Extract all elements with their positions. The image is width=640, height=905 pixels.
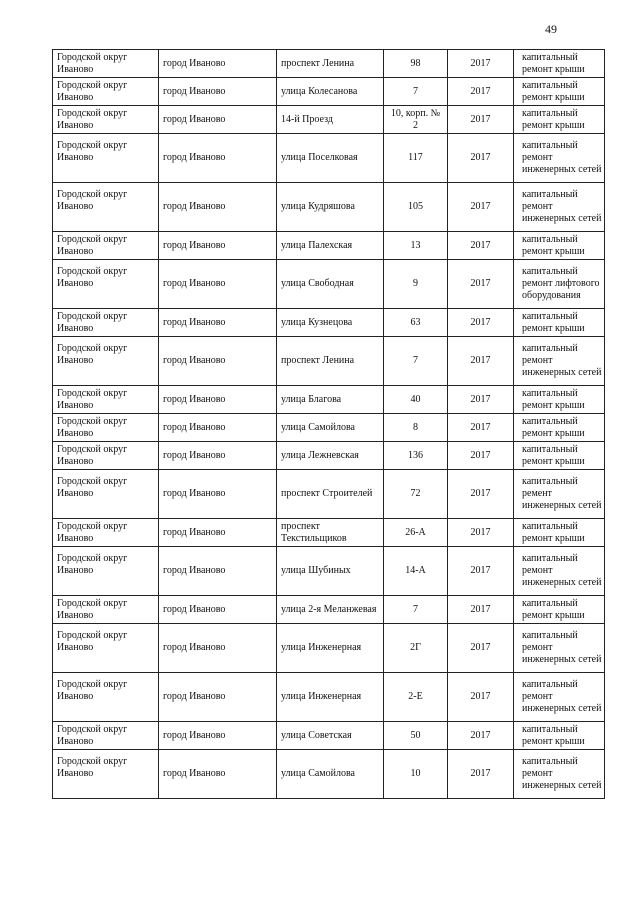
work-type-cell: капитальный ремонт крыши bbox=[514, 78, 605, 106]
year-cell: 2017 bbox=[448, 183, 514, 232]
house-number-cell: 98 bbox=[384, 50, 448, 78]
year-cell: 2017 bbox=[448, 470, 514, 519]
street-cell: улица Самойлова bbox=[277, 750, 384, 799]
year-cell: 2017 bbox=[448, 519, 514, 547]
municipality-cell: Городской округ Иваново bbox=[53, 260, 159, 309]
work-type-cell: капитальный ремонт инженерных сетей bbox=[514, 750, 605, 799]
table-row bbox=[53, 232, 605, 260]
street-cell: проспект Ленина bbox=[277, 337, 384, 386]
settlement-cell: город Иваново bbox=[159, 78, 277, 106]
table-row bbox=[53, 547, 605, 596]
house-number-cell: 2-Е bbox=[384, 673, 448, 722]
table-row bbox=[53, 673, 605, 722]
table-row bbox=[53, 337, 605, 386]
work-type-cell: капитальный ремонт крыши bbox=[514, 414, 605, 442]
work-type-cell: капитальный ремонт крыши bbox=[514, 106, 605, 134]
work-type-cell: капитальный ремонт крыши bbox=[514, 519, 605, 547]
table-row bbox=[53, 722, 605, 750]
table-row bbox=[53, 596, 605, 624]
street-cell: улица Поселковая bbox=[277, 134, 384, 183]
settlement-cell: город Иваново bbox=[159, 260, 277, 309]
table-body bbox=[53, 50, 605, 799]
settlement-cell: город Иваново bbox=[159, 624, 277, 673]
settlement-cell: город Иваново bbox=[159, 442, 277, 470]
street-cell: улица Кудряшова bbox=[277, 183, 384, 232]
settlement-cell: город Иваново bbox=[159, 134, 277, 183]
work-type-cell: капитальный ремонт крыши bbox=[514, 50, 605, 78]
year-cell: 2017 bbox=[448, 750, 514, 799]
settlement-cell: город Иваново bbox=[159, 470, 277, 519]
municipality-cell: Городской округ Иваново bbox=[53, 386, 159, 414]
house-number-cell: 7 bbox=[384, 337, 448, 386]
street-cell: проспект Строителей bbox=[277, 470, 384, 519]
table-row bbox=[53, 134, 605, 183]
municipality-cell: Городской округ Иваново bbox=[53, 414, 159, 442]
work-type-cell: капитальный ремонт инженерных сетей bbox=[514, 624, 605, 673]
work-type-cell: капитальный ремонт крыши bbox=[514, 442, 605, 470]
municipality-cell: Городской округ Иваново bbox=[53, 519, 159, 547]
street-cell: улица Шубиных bbox=[277, 547, 384, 596]
work-type-cell: капитальный ремонт крыши bbox=[514, 309, 605, 337]
settlement-cell: город Иваново bbox=[159, 232, 277, 260]
house-number-cell: 50 bbox=[384, 722, 448, 750]
table-row bbox=[53, 624, 605, 673]
year-cell: 2017 bbox=[448, 673, 514, 722]
house-number-cell: 105 bbox=[384, 183, 448, 232]
repair-schedule-table bbox=[52, 49, 605, 799]
municipality-cell: Городской округ Иваново bbox=[53, 442, 159, 470]
street-cell: улица 2-я Меланжевая bbox=[277, 596, 384, 624]
settlement-cell: город Иваново bbox=[159, 750, 277, 799]
house-number-cell: 7 bbox=[384, 596, 448, 624]
work-type-cell: капитальный ремонт инженерных сетей bbox=[514, 673, 605, 722]
street-cell: улица Кузнецова bbox=[277, 309, 384, 337]
street-cell: улица Лежневская bbox=[277, 442, 384, 470]
table-row bbox=[53, 78, 605, 106]
house-number-cell: 7 bbox=[384, 78, 448, 106]
year-cell: 2017 bbox=[448, 260, 514, 309]
table-row bbox=[53, 442, 605, 470]
year-cell: 2017 bbox=[448, 624, 514, 673]
street-cell: улица Советская bbox=[277, 722, 384, 750]
year-cell: 2017 bbox=[448, 337, 514, 386]
table-row bbox=[53, 309, 605, 337]
work-type-cell: капитальный ремент инженерных сетей bbox=[514, 470, 605, 519]
street-cell: улица Самойлова bbox=[277, 414, 384, 442]
municipality-cell: Городской округ Иваново bbox=[53, 337, 159, 386]
table-row bbox=[53, 183, 605, 232]
street-cell: улица Палехская bbox=[277, 232, 384, 260]
house-number-cell: 2Г bbox=[384, 624, 448, 673]
table-row bbox=[53, 386, 605, 414]
settlement-cell: город Иваново bbox=[159, 519, 277, 547]
settlement-cell: город Иваново bbox=[159, 386, 277, 414]
municipality-cell: Городской округ Иваново bbox=[53, 309, 159, 337]
municipality-cell: Городской округ Иваново bbox=[53, 50, 159, 78]
year-cell: 2017 bbox=[448, 106, 514, 134]
settlement-cell: город Иваново bbox=[159, 673, 277, 722]
street-cell: улица Колесанова bbox=[277, 78, 384, 106]
settlement-cell: город Иваново bbox=[159, 106, 277, 134]
year-cell: 2017 bbox=[448, 547, 514, 596]
municipality-cell: Городской округ Иваново bbox=[53, 78, 159, 106]
year-cell: 2017 bbox=[448, 414, 514, 442]
house-number-cell: 13 bbox=[384, 232, 448, 260]
table-row bbox=[53, 106, 605, 134]
municipality-cell: Городской округ Иваново bbox=[53, 596, 159, 624]
house-number-cell: 10 bbox=[384, 750, 448, 799]
house-number-cell: 8 bbox=[384, 414, 448, 442]
work-type-cell: капитальный ремонт крыши bbox=[514, 386, 605, 414]
year-cell: 2017 bbox=[448, 50, 514, 78]
house-number-cell: 136 bbox=[384, 442, 448, 470]
house-number-cell: 117 bbox=[384, 134, 448, 183]
year-cell: 2017 bbox=[448, 78, 514, 106]
house-number-cell: 10, корп. № 2 bbox=[384, 106, 448, 134]
municipality-cell: Городской округ Иваново bbox=[53, 470, 159, 519]
year-cell: 2017 bbox=[448, 442, 514, 470]
year-cell: 2017 bbox=[448, 232, 514, 260]
house-number-cell: 72 bbox=[384, 470, 448, 519]
table-row bbox=[53, 519, 605, 547]
municipality-cell: Городской округ Иваново bbox=[53, 134, 159, 183]
municipality-cell: Городской округ Иваново bbox=[53, 232, 159, 260]
year-cell: 2017 bbox=[448, 309, 514, 337]
work-type-cell: капитальный ремонт инженерных сетей bbox=[514, 547, 605, 596]
settlement-cell: город Иваново bbox=[159, 596, 277, 624]
street-cell: 14-й Проезд bbox=[277, 106, 384, 134]
settlement-cell: город Иваново bbox=[159, 337, 277, 386]
street-cell: проспект Ленина bbox=[277, 50, 384, 78]
municipality-cell: Городской округ Иваново bbox=[53, 673, 159, 722]
municipality-cell: Городской округ Иваново bbox=[53, 750, 159, 799]
work-type-cell: капитальный ремонт крыши bbox=[514, 722, 605, 750]
year-cell: 2017 bbox=[448, 596, 514, 624]
year-cell: 2017 bbox=[448, 386, 514, 414]
house-number-cell: 14-А bbox=[384, 547, 448, 596]
settlement-cell: город Иваново bbox=[159, 309, 277, 337]
table-row bbox=[53, 414, 605, 442]
municipality-cell: Городской округ Иваново bbox=[53, 624, 159, 673]
year-cell: 2017 bbox=[448, 722, 514, 750]
municipality-cell: Городской округ Иваново bbox=[53, 547, 159, 596]
settlement-cell: город Иваново bbox=[159, 414, 277, 442]
page-number: 49 bbox=[545, 22, 557, 36]
work-type-cell: капитальный ремонт инженерных сетей bbox=[514, 134, 605, 183]
street-cell: улица Инженерная bbox=[277, 673, 384, 722]
settlement-cell: город Иваново bbox=[159, 722, 277, 750]
street-cell: улица Свободная bbox=[277, 260, 384, 309]
work-type-cell: капитальный ремонт инженерных сетей bbox=[514, 183, 605, 232]
street-cell: проспект Текстильщиков bbox=[277, 519, 384, 547]
municipality-cell: Городской округ Иваново bbox=[53, 106, 159, 134]
municipality-cell: Городской округ Иваново bbox=[53, 183, 159, 232]
year-cell: 2017 bbox=[448, 134, 514, 183]
house-number-cell: 63 bbox=[384, 309, 448, 337]
municipality-cell: Городской округ Иваново bbox=[53, 722, 159, 750]
table-row bbox=[53, 470, 605, 519]
house-number-cell: 40 bbox=[384, 386, 448, 414]
house-number-cell: 9 bbox=[384, 260, 448, 309]
work-type-cell: капитальный ремонт крыши bbox=[514, 232, 605, 260]
settlement-cell: город Иваново bbox=[159, 547, 277, 596]
work-type-cell: капитальный ремонт лифтового оборудования bbox=[514, 260, 605, 309]
work-type-cell: капитальный ремонт крыши bbox=[514, 596, 605, 624]
table-row bbox=[53, 750, 605, 799]
street-cell: улица Благова bbox=[277, 386, 384, 414]
table-row bbox=[53, 260, 605, 309]
table-row bbox=[53, 50, 605, 78]
work-type-cell: капитальный ремонт инженерных сетей bbox=[514, 337, 605, 386]
house-number-cell: 26-А bbox=[384, 519, 448, 547]
street-cell: улица Инженерная bbox=[277, 624, 384, 673]
settlement-cell: город Иваново bbox=[159, 50, 277, 78]
settlement-cell: город Иваново bbox=[159, 183, 277, 232]
